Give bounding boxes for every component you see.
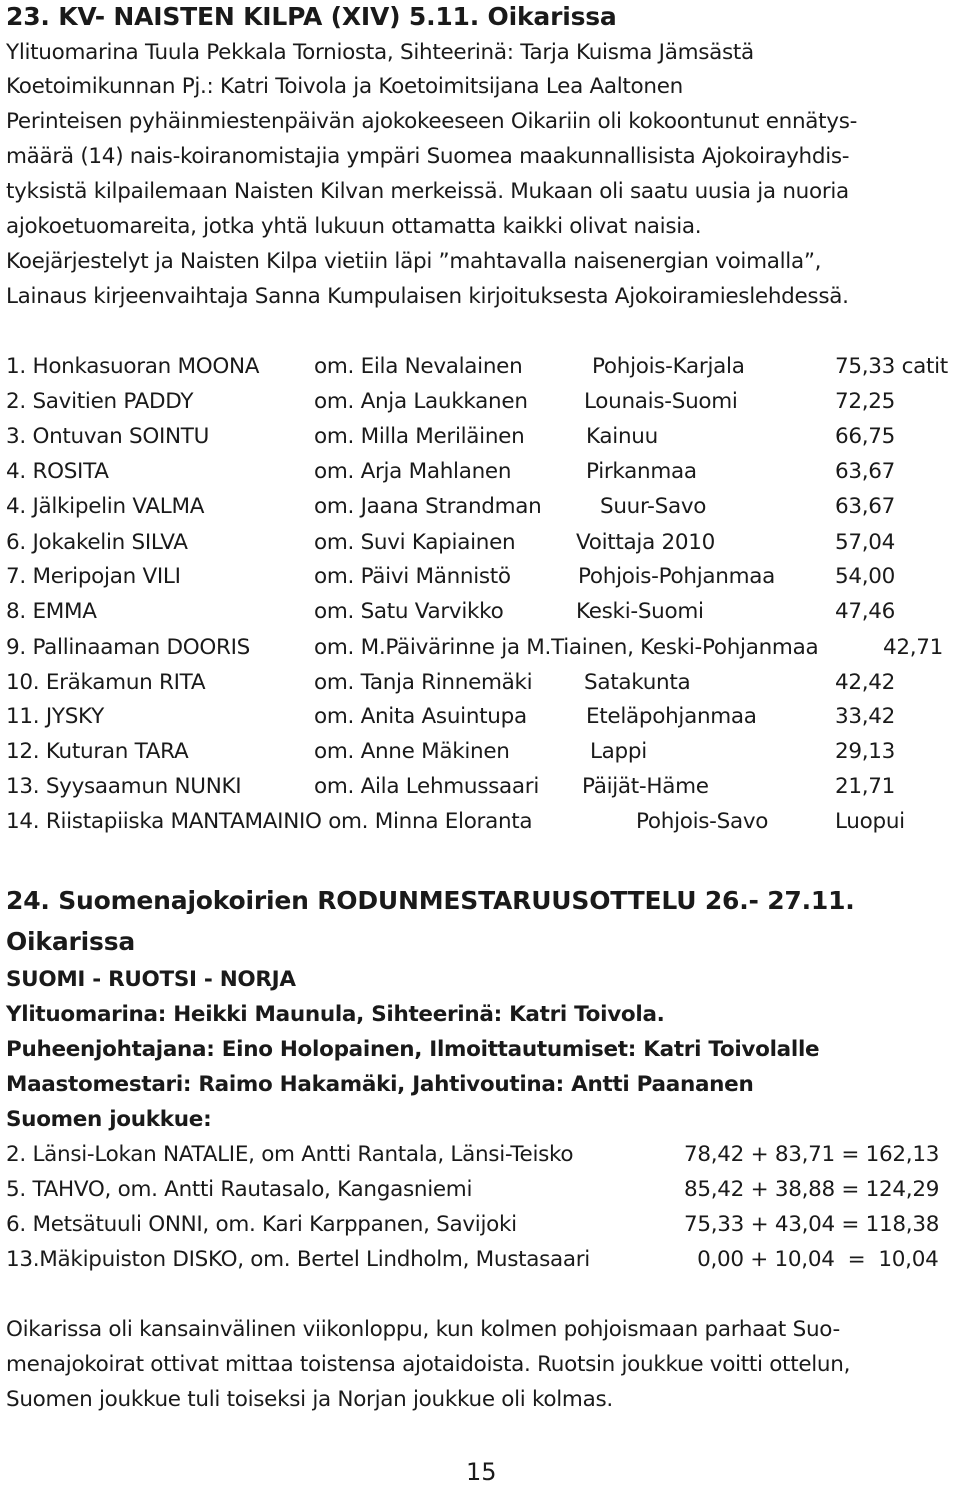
result-dog: 3. Ontuvan SOINTU [6, 424, 210, 449]
result-points: 63,67 [835, 494, 896, 519]
result-region: Pohjois-Pohjanmaa [578, 564, 775, 589]
result-dog: 8. EMMA [6, 599, 97, 624]
result-points: Luopui [835, 809, 905, 834]
result-dog: 4. Jälkipelin VALMA [6, 494, 205, 519]
summary-line: Suomen joukkue tuli toiseksi ja Norjan joukkue oli kolmas. [6, 1387, 613, 1412]
section-23-heading: 23. KV- NAISTEN KILPA (XIV) 5.11. Oikarissa [6, 2, 617, 31]
result-dog: 11. JYSKY [6, 704, 104, 729]
result-region: Suur-Savo [600, 494, 707, 519]
summary-line: menajokoirat ottivat mittaa toistensa ajotaidoista. Ruotsin joukkue voitti ottelun, [6, 1352, 851, 1377]
result-owner: om. Aila Lehmussaari [314, 774, 540, 799]
result-dog: 2. Savitien PADDY [6, 389, 194, 414]
team-score: 75,33 + 43,04 = 118,38 [684, 1212, 940, 1237]
result-owner: om. M.Päivärinne ja M.Tiainen, Keski-Pohjanmaa [314, 635, 819, 660]
page-number: 15 [466, 1458, 497, 1486]
result-region: Keski-Suomi [576, 599, 704, 624]
result-dog: 12. Kuturan TARA [6, 739, 189, 764]
result-region: Kainuu [586, 424, 658, 449]
result-owner: om. Suvi Kapiainen [314, 530, 516, 555]
result-dog: 7. Meripojan VILI [6, 564, 181, 589]
result-points: 57,04 [835, 530, 896, 555]
team-dog: 2. Länsi-Lokan NATALIE, om Antti Rantala, Länsi-Teisko [6, 1142, 574, 1167]
result-region: Lounais-Suomi [584, 389, 738, 414]
result-points: 66,75 [835, 424, 896, 449]
judge-line: Ylituomarina: Heikki Maunula, Sihteerinä: Katri Toivola. [6, 1002, 665, 1027]
result-owner: om. Eila Nevalainen [314, 354, 523, 379]
team-score: 78,42 + 83,71 = 162,13 [684, 1142, 940, 1167]
result-dog: 6. Jokakelin SILVA [6, 530, 188, 555]
team-dog: 13.Mäkipuiston DISKO, om. Bertel Lindholm, Mustasaari [6, 1247, 590, 1272]
countries-line: SUOMI - RUOTSI - NORJA [6, 967, 296, 992]
result-points: 63,67 [835, 459, 896, 484]
result-region: Pohjois-Savo [636, 809, 769, 834]
result-owner: om. Anja Laukkanen [314, 389, 528, 414]
team-score: 85,42 + 38,88 = 124,29 [684, 1177, 940, 1202]
result-dog: 1. Honkasuoran MOONA [6, 354, 260, 379]
result-points: 47,46 [835, 599, 896, 624]
result-points: 42,42 [835, 670, 896, 695]
result-owner: om. Päivi Männistö [314, 564, 511, 589]
team-heading: Suomen joukkue: [6, 1107, 212, 1132]
result-dog: 14. Riistapiiska MANTAMAINIO om. Minna Eloranta [6, 809, 533, 834]
chair-line: Puheenjohtajana: Eino Holopainen, Ilmoittautumiset: Katri Toivolalle [6, 1037, 820, 1062]
result-region: Voittaja 2010 [576, 530, 715, 555]
result-points: 33,42 [835, 704, 896, 729]
result-region: Päijät-Häme [582, 774, 709, 799]
result-owner: om. Anne Mäkinen [314, 739, 510, 764]
result-dog: 4. ROSITA [6, 459, 109, 484]
result-region: Lappi [590, 739, 647, 764]
field-master-line: Maastomestari: Raimo Hakamäki, Jahtivoutina: Antti Paananen [6, 1072, 754, 1097]
result-region: Pirkanmaa [586, 459, 697, 484]
team-score: 0,00 + 10,04 = 10,04 [684, 1247, 939, 1272]
result-owner: om. Jaana Strandman [314, 494, 542, 519]
result-points: 21,71 [835, 774, 896, 799]
result-owner: om. Arja Mahlanen [314, 459, 512, 484]
intro-line: Koetoimikunnan Pj.: Katri Toivola ja Koetoimitsijana Lea Aaltonen [6, 74, 683, 99]
intro-line: tyksistä kilpailemaan Naisten Kilvan merkeissä. Mukaan oli saatu uusia ja nuoria [6, 179, 849, 204]
result-owner: om. Anita Asuintupa [314, 704, 527, 729]
result-region: Eteläpohjanmaa [586, 704, 757, 729]
section-24-heading: 24. Suomenajokoirien RODUNMESTARUUSOTTELU 26.- 27.11. [6, 886, 855, 915]
team-dog: 5. TAHVO, om. Antti Rautasalo, Kangasniemi [6, 1177, 473, 1202]
intro-line: Lainaus kirjeenvaihtaja Sanna Kumpulaisen kirjoituksesta Ajokoiramieslehdessä. [6, 284, 849, 309]
result-dog: 13. Syysaamun NUNKI [6, 774, 242, 799]
summary-line: Oikarissa oli kansainvälinen viikonloppu, kun kolmen pohjoismaan parhaat Suo- [6, 1317, 840, 1342]
intro-line: määrä (14) nais-koiranomistajia ympäri Suomea maakunnallisista Ajokoirayhdis- [6, 144, 850, 169]
section-24-subheading: Oikarissa [6, 927, 136, 956]
result-points: 42,71 [883, 635, 944, 660]
team-dog: 6. Metsätuuli ONNI, om. Kari Karppanen, Savijoki [6, 1212, 517, 1237]
result-owner: om. Satu Varvikko [314, 599, 504, 624]
result-region: Pohjois-Karjala [592, 354, 745, 379]
intro-line: Ylituomarina Tuula Pekkala Torniosta, Sihteerinä: Tarja Kuisma Jämsästä [6, 40, 754, 65]
result-region: Satakunta [584, 670, 691, 695]
intro-line: Koejärjestelyt ja Naisten Kilpa vietiin läpi ”mahtavalla naisenergian voimalla”, [6, 249, 822, 274]
result-points: 54,00 [835, 564, 896, 589]
result-points: 75,33 catit [835, 354, 948, 379]
result-dog: 9. Pallinaaman DOORIS [6, 635, 251, 660]
intro-line: Perinteisen pyhäinmiestenpäivän ajokokeeseen Oikariin oli kokoontunut ennätys- [6, 109, 858, 134]
result-points: 29,13 [835, 739, 896, 764]
result-dog: 10. Eräkamun RITA [6, 670, 206, 695]
result-owner: om. Tanja Rinnemäki [314, 670, 533, 695]
result-owner: om. Milla Meriläinen [314, 424, 525, 449]
intro-line: ajokoetuomareita, jotka yhtä lukuun ottamatta kaikki olivat naisia. [6, 214, 702, 239]
result-points: 72,25 [835, 389, 896, 414]
